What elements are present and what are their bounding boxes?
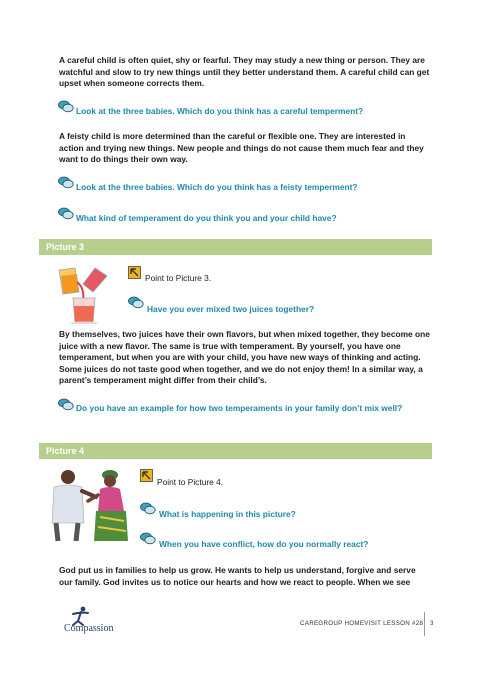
- discussion-bubble-icon: [128, 296, 144, 309]
- compassion-logo: Compassion: [64, 623, 114, 634]
- section-bar-picture-4: Picture 4: [39, 443, 432, 459]
- question-feisty: Look at the three babies. Which do you think has a feisty temperment?: [76, 182, 358, 192]
- discussion-bubble-icon: [58, 398, 74, 411]
- instruction-point-3: Point to Picture 3.: [145, 273, 212, 283]
- discussion-bubble-icon: [140, 532, 156, 545]
- section-bar-picture-3: Picture 3: [39, 239, 432, 255]
- instruction-point-4: Point to Picture 4.: [157, 477, 224, 487]
- question-conflict: When you have conflict, how do you normally react?: [159, 539, 369, 549]
- discussion-bubble-icon: [58, 100, 74, 113]
- question-careful: Look at the three babies. Which do you think has a careful temperment?: [76, 106, 364, 116]
- footer-divider: [424, 612, 425, 636]
- footer-lesson-title: CAREGROUP HOMEVISIT LESSON #28: [300, 620, 424, 627]
- feisty-paragraph: A feisty child is more determined than the careful or flexible one. They are interested in action and trying new things. New people and things do not cause them much fear and they want to do things their own way.: [59, 131, 424, 165]
- juices-paragraph: By themselves, two juices have their own flavors, but when mixed together, they become one juice with a new flavor. The same is true with temperament. By yourself, you have one temperament, but when you are with your child, you have new ways of thinking and acting. Some juices do not taste good when together, and we do not enjoy them! In a similar way, a parent’s temperament might differ from their child’s.: [59, 329, 430, 386]
- question-temperament: What kind of temperament do you think you and your child have?: [76, 213, 337, 223]
- discussion-bubble-icon: [140, 502, 156, 515]
- page-number: 3: [430, 620, 434, 627]
- conflict-couple-illustration: [40, 467, 135, 542]
- discussion-bubble-icon: [58, 207, 74, 220]
- careful-paragraph: A careful child is often quiet, shy or fearful. They may study a new thing or person. They are watchful and slow to try new things until they better understand them. A careful child can get upset when someone corrects them.: [59, 55, 430, 89]
- pointer-icon: [128, 266, 141, 279]
- families-paragraph: God put us in families to help us grow. He wants to help us understand, forgive and serve our family. God invites us to notice our hearts and how we react to people. When we see: [59, 565, 416, 587]
- discussion-bubble-icon: [58, 176, 74, 189]
- juice-glasses-illustration: [45, 262, 120, 324]
- pointer-icon: [140, 469, 153, 482]
- question-juices: Have you ever mixed two juices together?: [147, 304, 315, 314]
- question-family-example: Do you have an example for how two temperaments in your family don’t mix well?: [76, 403, 403, 413]
- question-happening: What is happening in this picture?: [159, 509, 296, 519]
